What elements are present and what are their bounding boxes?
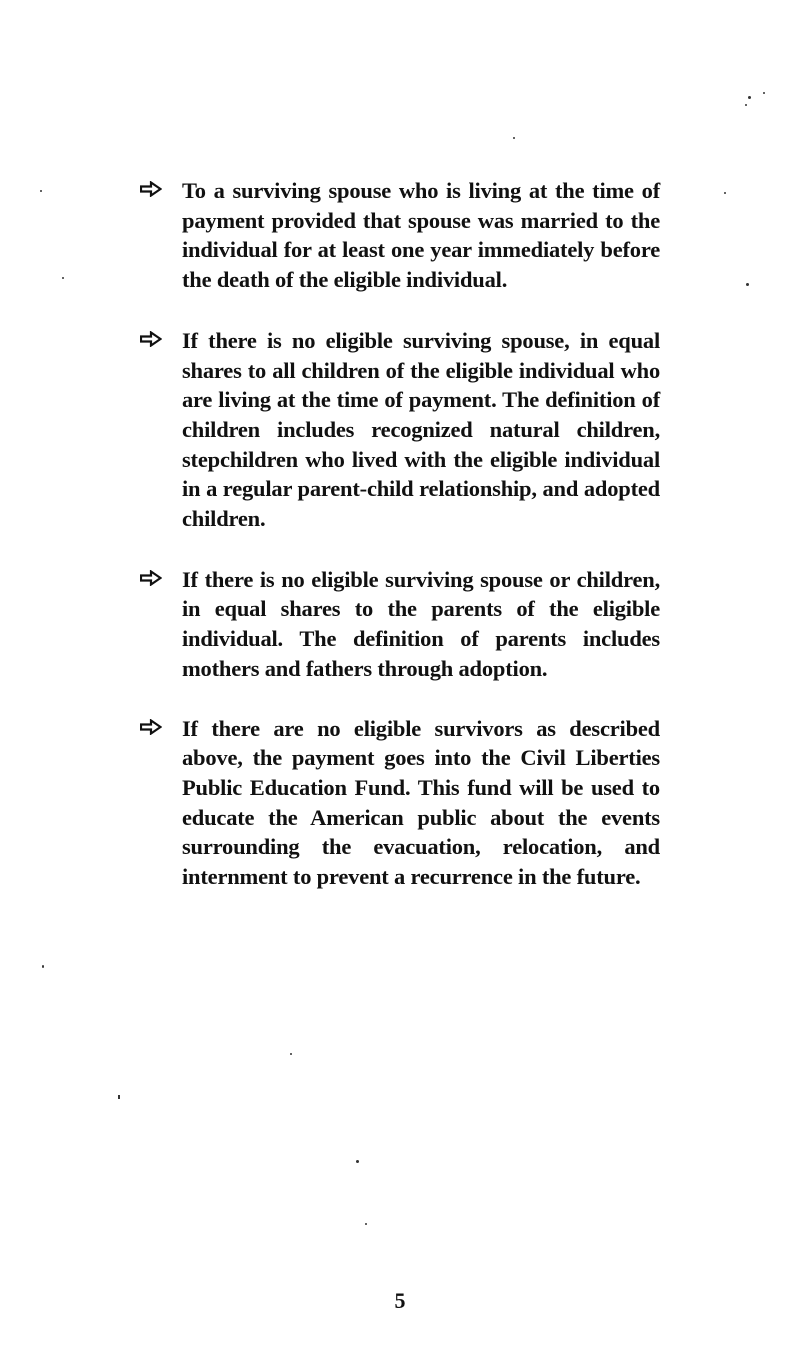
scan-speck — [365, 1223, 367, 1225]
scan-speck — [42, 965, 44, 968]
scan-speck — [763, 92, 765, 94]
list-item — [140, 565, 660, 684]
scan-speck — [356, 1160, 359, 1163]
hollow-right-arrow-icon — [140, 570, 162, 586]
bullet-text: If there are no eligible survivors as described above, the payment goes into the Civil Liberties Public Education Fund. This fund will be used to educate the American public about the events surrounding the evacuation, relocation, and internment to prevent a recurrence in the future. — [182, 715, 660, 890]
bullet-text: If there is no eligible surviving spouse, in equal shares to all children of the eligible individual who are living at the time of payment. The definition of children includes recognized natural children, stepchildren who lived with the eligible individual in a regular parent-child relationship, and adopted children. — [182, 327, 660, 532]
scan-speck — [40, 190, 42, 192]
hollow-right-arrow-icon — [140, 181, 162, 197]
page-number: 5 — [394, 1288, 406, 1313]
hollow-right-arrow-icon — [140, 331, 162, 347]
scan-speck — [118, 1095, 120, 1099]
list-item — [140, 176, 660, 295]
scan-speck — [513, 137, 515, 139]
scan-speck — [724, 192, 726, 194]
scan-speck — [746, 283, 749, 286]
bullet-text: To a surviving spouse who is living at the time of payment provided that spouse was married to the individual for at least one year immediately before the death of the eligible individual. — [182, 178, 660, 293]
scan-speck — [745, 104, 747, 106]
scan-speck — [62, 277, 64, 279]
list-item — [140, 326, 660, 534]
hollow-right-arrow-icon — [140, 719, 162, 735]
scan-speck — [290, 1053, 292, 1055]
bullet-text: If there is no eligible surviving spouse or children, in equal shares to the parents of the eligible individual. The definition of parents includes mothers and fathers through adoption. — [182, 566, 660, 681]
list-item — [140, 714, 660, 892]
scan-speck — [748, 96, 751, 99]
bullet-list — [140, 176, 660, 923]
